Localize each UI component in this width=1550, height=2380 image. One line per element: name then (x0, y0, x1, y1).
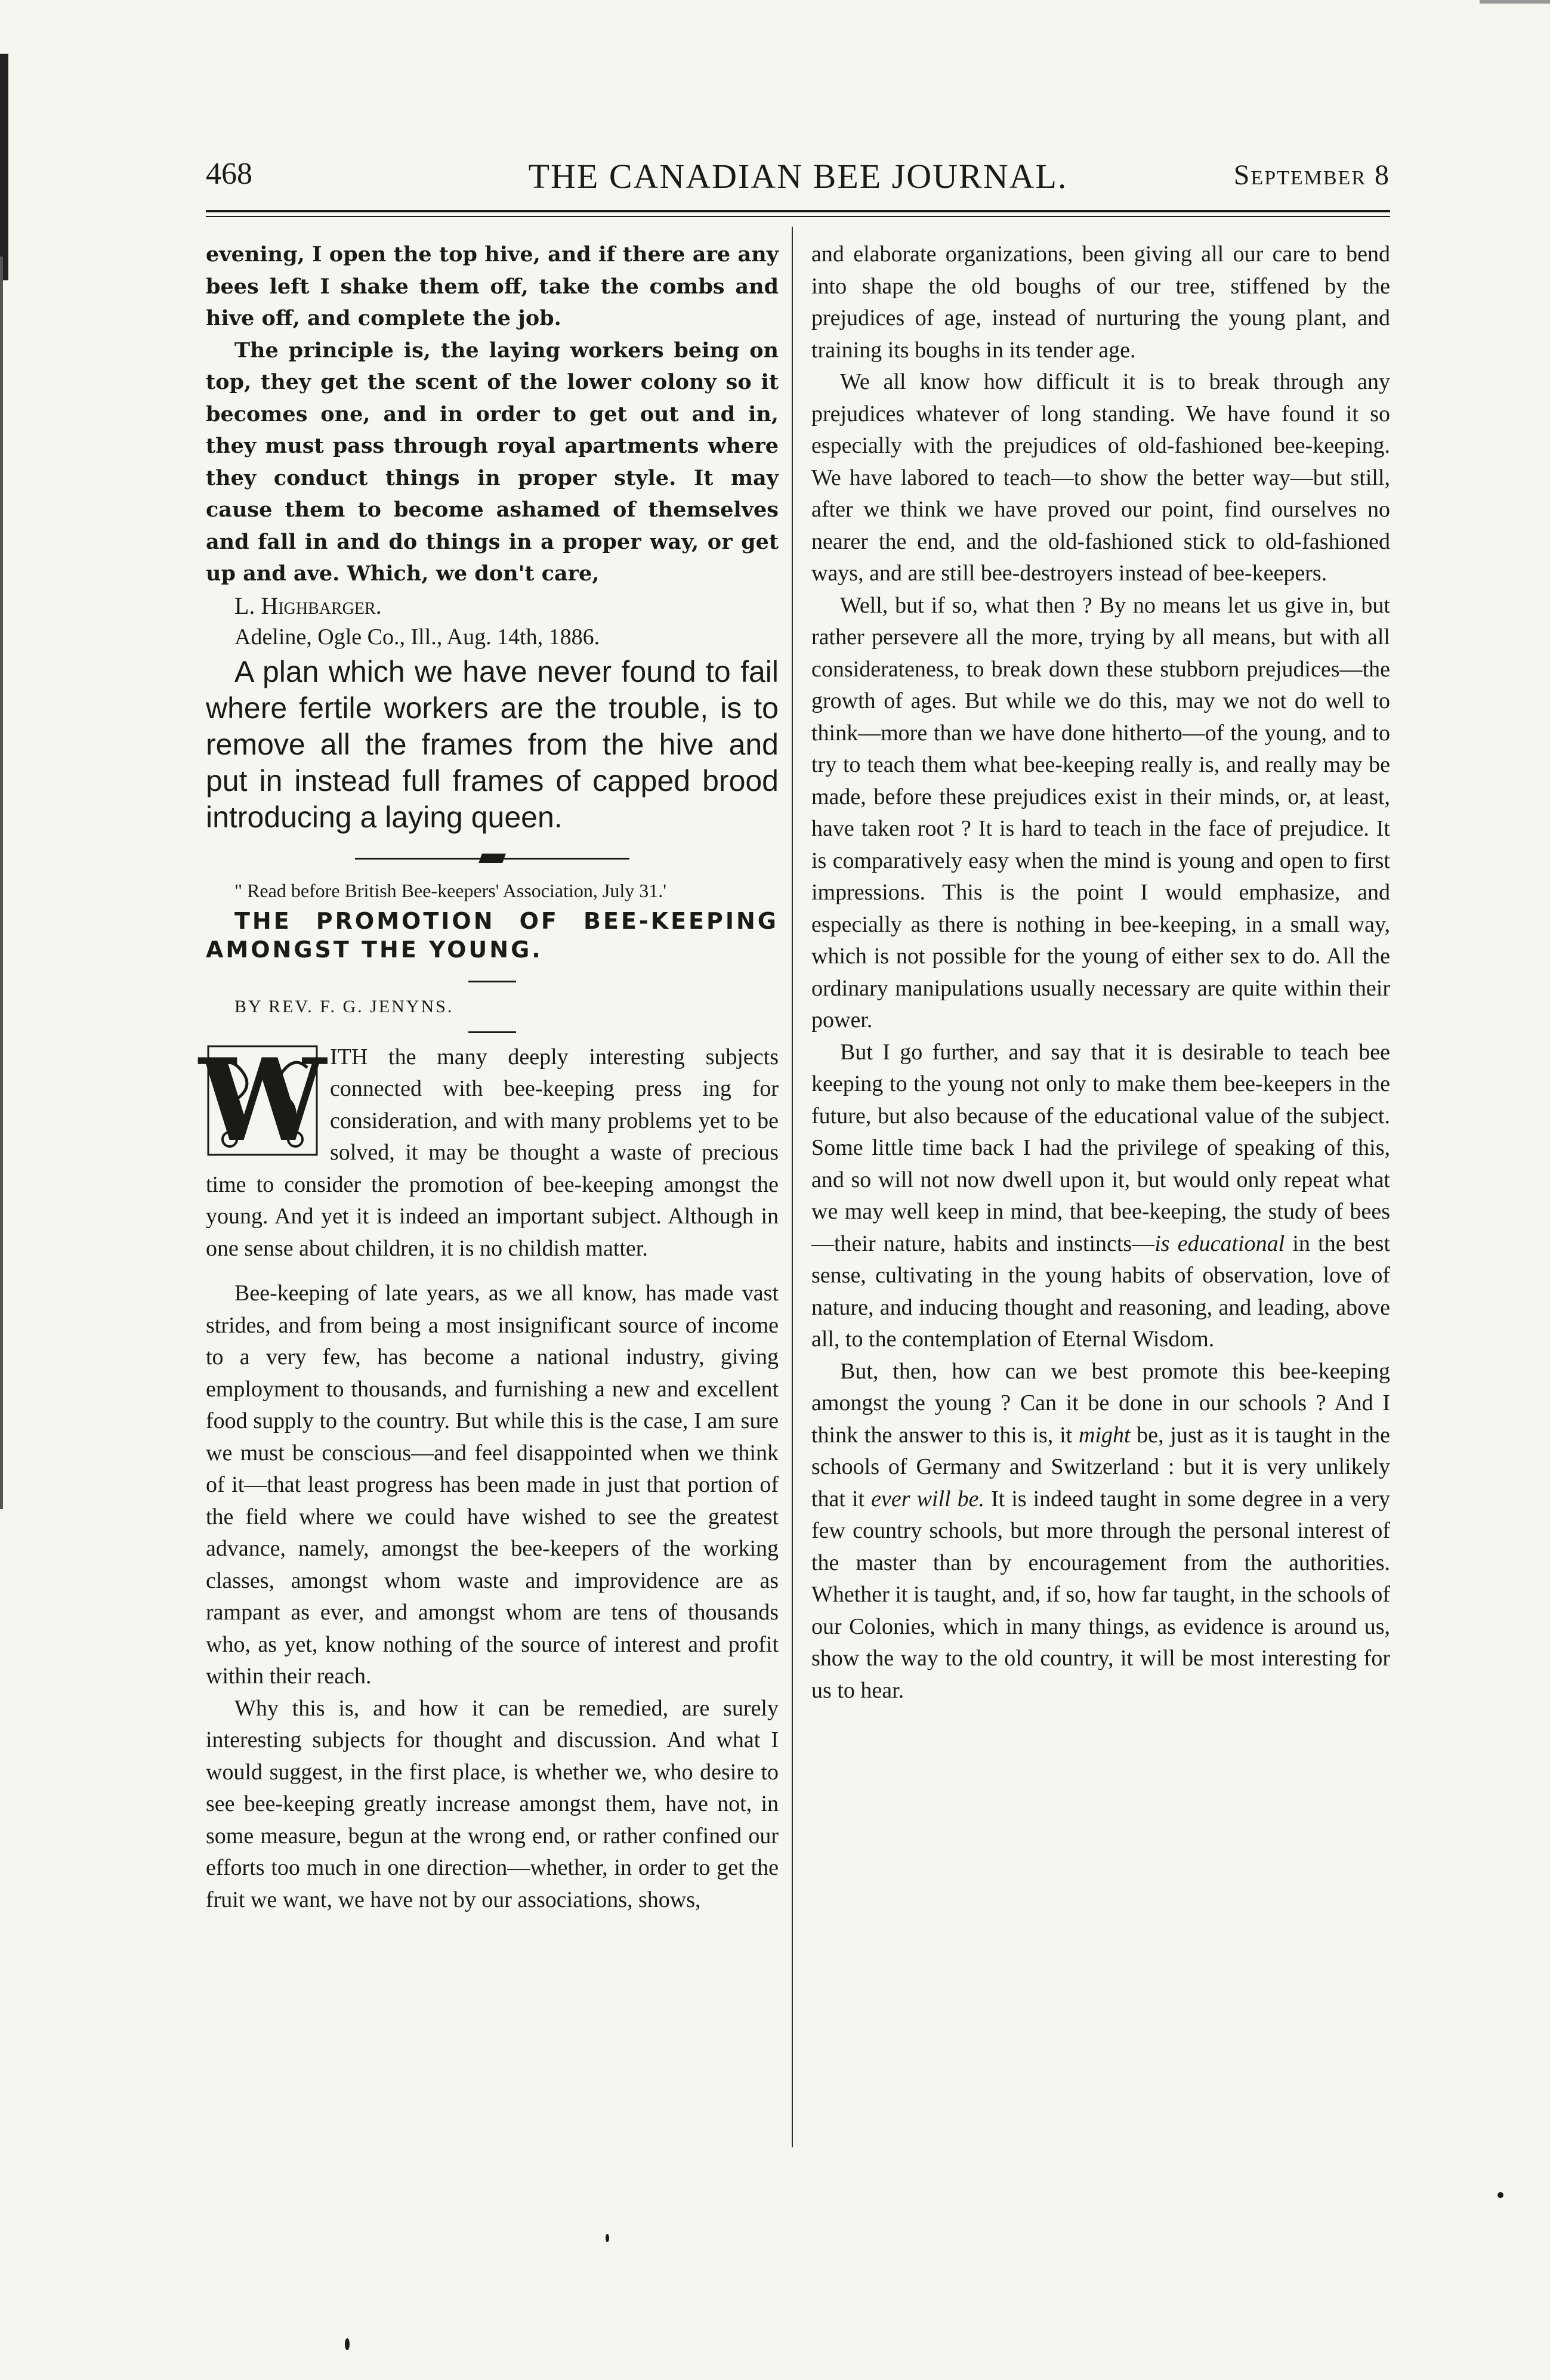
page-number: 468 (206, 157, 252, 191)
scan-edge-mark (1480, 0, 1550, 4)
byline-rule (468, 1031, 516, 1033)
paragraph: The principle is, the laying workers being on top, they get the scent of the lower colony so it becomes one, and in order to get out and in, they must pass through royal apartments where they conduct things in proper style. It may cause them to become ashamed of themselves and fall in and do things in a proper way, or get up and ave. Which, we don't care, (206, 338, 779, 586)
footnote: " Read before British Bee-keepers' Association, July 31.' (234, 879, 666, 901)
paragraph: We all know how difficult it is to break through any prejudices whatever of long standing. We have found it so especially with the prejudices of old-fashioned bee-keeping. We have labored to teach—to show the better way—but still, after we think we have proved our point, find ourselves no nearer the end, and the old-fashioned stick to old-fashioned ways, and are still bee-destroyers instead of bee-keepers. (811, 369, 1390, 586)
header-rule-thin (206, 216, 1390, 217)
journal-title: THE CANADIAN BEE JOURNAL. (528, 157, 1068, 196)
paragraph: and elaborate organizations, been giving all our care to bend into shape the old boughs of our tree, stiffened by the prejudices of age, instead of nurturing the young plant, and training its boughs in its tender age. (811, 242, 1390, 363)
issue-date: September 8 (1233, 159, 1390, 191)
dateline: Adeline, Ogle Co., Ill., Aug. 14th, 1886. (234, 625, 600, 650)
print-speck (345, 2338, 350, 2350)
byline: BY REV. F. G. JENYNS. (234, 997, 454, 1016)
paragraph: But, then, how can we best promote this bee-keeping amongst the young ? Can it be done in our schools ? And I think the answer to this is, it might be, just as it is taught in the schools of Germany and Switzerland : but it is very unlikely that it ever will be. It is indeed taught in some degree in a very few country schools, but more through the personal interest of the master than by encouragement from the authorities. Whether it is taught, and, if so, how far taught, in the schools of our Colonies, which in many things, as evidence is around us, show the way to the old country, it will be most interesting for us to hear. (811, 1358, 1391, 1703)
title-rule (468, 981, 516, 982)
right-column (811, 239, 1390, 1707)
binding-shadow (0, 256, 3, 1509)
article-opening (199, 1033, 779, 1265)
binding-edge (0, 54, 8, 280)
paragraph: evening, I open the top hive, and if there are any bees left I shake them off, take the combs and hive off, and complete the job. (206, 242, 779, 330)
emphasis: might (1078, 1422, 1131, 1448)
paragraph: Why this is, and how it can be remedied, are surely interesting subjects for thought and discussion. And what I would suggest, in the first place, is whether we, who desire to see bee-keeping greatly increase amongst them, have not, in some measure, begun at the wrong end, or rather confined our efforts too much in one direction—whether, in order to get the fruit we want, we have not by our associations, shows, (206, 1695, 779, 1912)
print-speck (1497, 2192, 1503, 2198)
editor-callout: A plan which we have never found to fail where fertile workers are the trouble, is to remove all the frames from the hive and put in instead full frames of capped brood introducing a laying queen. (206, 654, 779, 834)
author-signature: L. Highbarger. (234, 592, 382, 619)
paragraph: ITH the many deeply interesting subjects connected with bee-keeping press ing for consideration, and with many problems yet to be solved, it may be thought a waste of precious time to consider the promotion of bee-keeping amongst the young. And yet it is indeed an important subject. Although in one sense about children, it is no childish matter. (206, 1044, 779, 1261)
emphasis: ever will be. (871, 1486, 984, 1512)
page-header (206, 156, 1390, 204)
header-rule-thick (206, 210, 1390, 212)
paragraph: But I go further, and say that it is desirable to teach bee keeping to the young not only to make them bee-keepers in the future, but also because of the educational value of the subject. Some little time back I had the privilege of speaking of this, and so will not now dwell upon it, but would only repeat what we may well keep in mind, that bee-keeping, the study of bees —their nature, habits and instincts—is educational in the best sense, cultivating in the young habits of observation, love of nature, and inducing thought and reasoning, and leading, above all, to the contemplation of Eternal Wisdom. (811, 1039, 1390, 1352)
left-column (199, 239, 779, 1916)
column-divider (792, 227, 793, 2147)
article-title: THE PROMOTION OF BEE-KEEPING AMONGST THE YOUNG. (206, 908, 779, 963)
decorative-drop-cap: W (199, 1033, 326, 1167)
emphasis: is educational (1154, 1231, 1285, 1256)
print-speck (606, 2234, 609, 2242)
paragraph: Bee-keeping of late years, as we all know, has made vast strides, and from being a most insignificant source of income to a very few, has become a national industry, giving employment to thousands, and furnishing a new and excellent food supply to the country. But while this is the case, I am sure we must be conscious—and feel disappointed when we think of it—that least progress has been made in just that portion of the field where we could have wished to see the greatest advance, namely, amongst the bee-keepers of the working classes, amongst whom waste and improvidence are as rampant as ever, and amongst whom are tens of thousands who, as yet, know nothing of the source of interest and profit within their reach. (206, 1281, 779, 1689)
paragraph: Well, but if so, what then ? By no means let us give in, but rather persevere all the more, trying by all means, but with all considerateness, to break down these stubborn prejudices—the growth of ages. But while we do this, may we not do well to think—more than we have done hitherto—of the young, and to try to teach them what bee-keeping really is, and really may be made, before these prejudices exist in their minds, or, at least, have taken root ? It is hard to teach in the face of prejudice. It is comparatively easy when the mind is young and open to first impressions. This is the point I would emphasize, and especially as there is nothing in bee-keeping, in a small way, which is not possible for the young of either sex to do. All the ordinary manipulations usually necessary are quite within their power. (811, 592, 1390, 1033)
ornamental-divider (355, 852, 629, 864)
